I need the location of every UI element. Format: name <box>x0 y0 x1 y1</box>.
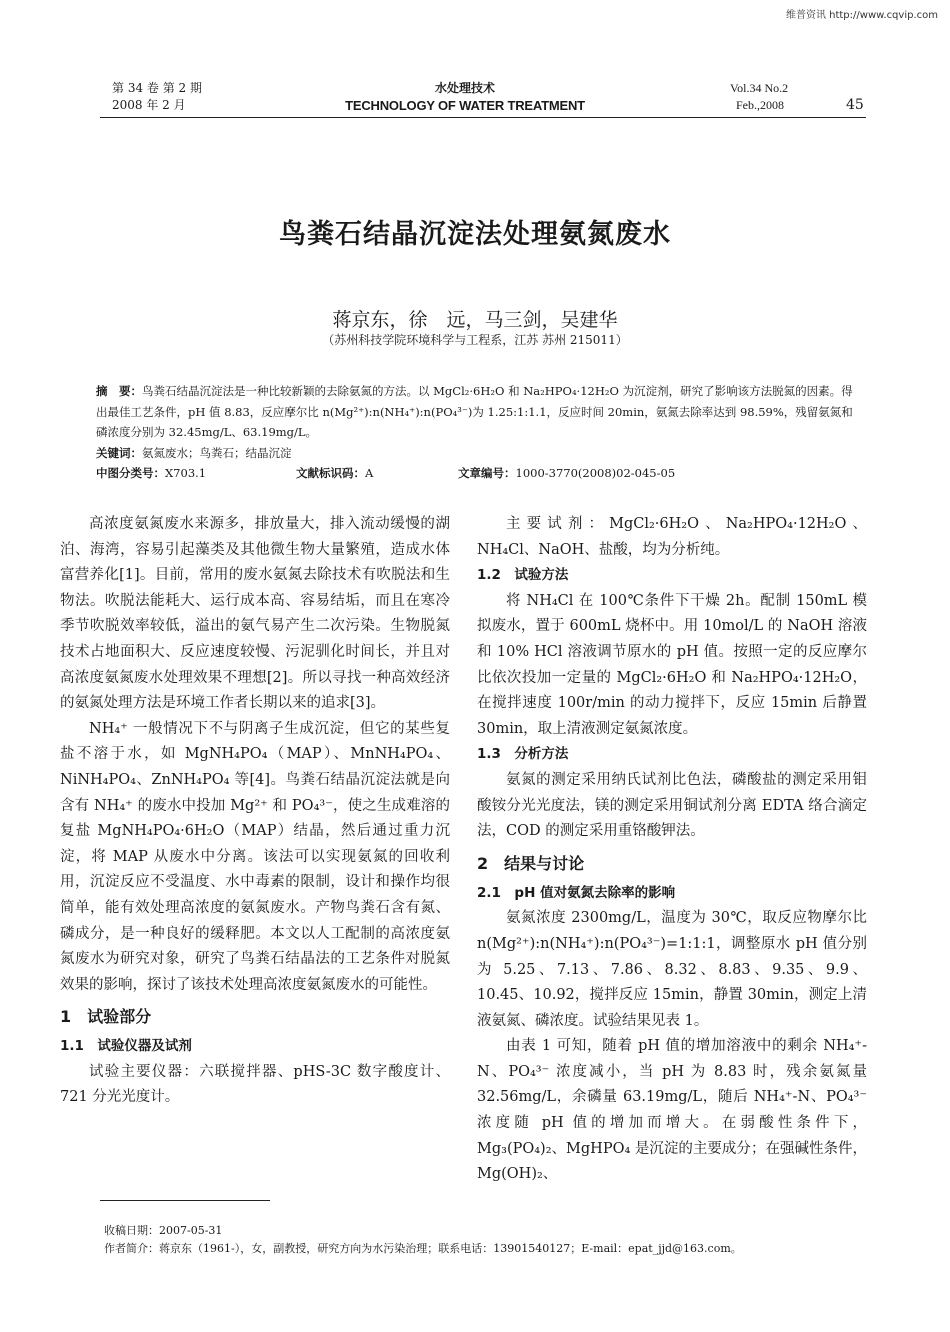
journal-title-cn: 水处理技术 <box>434 81 495 95</box>
section-1-3-heading: 1.3 分析方法 <box>477 746 569 763</box>
footnote-rule <box>100 1200 270 1201</box>
author-bio: 作者简介：蒋京东（1961-），女，副教授，研究方向为水污染治理；联系电话：13901540127；E-mail：epat_jjd@163.com。 <box>104 1242 742 1255</box>
keywords <box>96 443 856 464</box>
abstract-text: 鸟粪石结晶沉淀法是一种比较新颖的去除氨氮的方法。以 MgCl₂·6H₂O 和 Na₂HPO₄·12H₂O 为沉淀剂，研究了影响该方法脱氮的因素。得出最佳工艺条件，pH 值 8.83，反应摩尔比 n(Mg²⁺):n(NH₄⁺):n(PO₄³⁻)为 1.25:1:1.1，反应时间 20min，氨氮去除率达到 98.59%，残留氨氮和磷浓度分别为 32.45mg/L、63.19mg/L。 <box>96 384 853 439</box>
section-1-1-heading: 1.1 试验仪器及试剂 <box>60 1038 192 1055</box>
ph-results-paragraph: 由表 1 可知，随着 pH 值的增加溶液中的剩余 NH₄⁺-N、PO₄³⁻ 浓度减小，当 pH 为 8.83 时，残余氨氮量 32.56mg/L，余磷量 63.19mg/L，随后 NH₄⁺-N、PO₄³⁻ 浓度随 pH 值的增加而增大。在弱酸性条件下，Mg₃(PO₄)₂、MgHPO₄ 是沉淀的主要成分；在强碱性条件，Mg(OH)₂、 <box>477 1038 867 1183</box>
article-value: 1000-3770(2008)02-045-05 <box>515 466 676 480</box>
clc-label: 中图分类号： <box>96 466 165 480</box>
intro-paragraph-1: 高浓度氨氮废水来源多，排放量大，排入流动缓慢的湖泊、海湾，容易引起藻类及其他微生物大量繁殖，造成水体富营养化[1]。目前，常用的废水氨氮去除技术有吹脱法和生物法。吹脱法能耗大、运行成本高、容易结垢，而且在寒冷季节吹脱效率较低，溢出的氨气易产生二次污染。生物脱氮技术占地面积大、反应速度较慢、污泥驯化时间长，并且对高浓度氨氮废水处理效果不理想[2]。所以寻找一种高效经济的氨氮处理方法是环境工作者长期以来的追求[3]。 <box>60 516 450 712</box>
section-2-1-heading: 2.1 pH 值对氨氮去除率的影响 <box>477 884 676 901</box>
abstract-label: 摘 要： <box>96 384 142 398</box>
section-1-heading: 1 试验部分 <box>60 1007 152 1027</box>
keywords-label: 关键词： <box>96 445 142 460</box>
header-journal <box>300 80 630 114</box>
header-rule <box>100 117 866 118</box>
watermark: 维普资讯 http://www.cqvip.com <box>785 10 938 21</box>
paper-title: 鸟粪石结晶沉淀法处理氨氮废水 <box>279 219 671 250</box>
instruments-paragraph: 试验主要仪器：六联搅拌器、pHS-3C 数字酸度计、721 分光光度计。 <box>60 1063 450 1106</box>
intro-paragraph-2: NH₄⁺ 一般情况下不与阴离子生成沉淀，但它的某些复盐不溶于水，如 MgNH₄PO₄（MAP）、MnNH₄PO₄、NiNH₄PO₄、ZnNH₄PO₄ 等[4]。鸟粪石结晶沉淀法就是向含有 NH₄⁺ 的废水中投加 Mg²⁺ 和 PO₄³⁻，使之生成难溶的复盐 MgNH₄PO₄·6H₂O（MAP）结晶，然后通过重力沉淀，将 MAP 从废水中分离。该法可以实现氨氮的回收利用，沉淀反应不受温度、水中毒素的限制，设计和操作均很简单，能有效处理高浓度的氨氮废水。产物鸟粪石含有氮、磷成分，是一种良好的缓释肥。本文以人工配制的高浓度氨氮废水为研究对象，研究了鸟粪石结晶法的工艺条件对脱氮效果的影响，探讨了该技术处理高浓度氨氮废水的可能性。 <box>60 720 450 993</box>
received-date: 收稿日期：2007-05-31 <box>104 1224 223 1237</box>
header-volume-en: Vol.34 No.2 <box>730 81 789 95</box>
reagents-paragraph: 主要试剂：MgCl₂·6H₂O、Na₂HPO₄·12H₂O、NH₄Cl、NaOH、盐酸，均为分析纯。 <box>477 516 867 558</box>
classification-row <box>96 463 856 484</box>
affiliation: （苏州科技学院环境科学与工程系，江苏 苏州 215011） <box>322 333 628 347</box>
clc-code <box>96 463 206 484</box>
section-1-2-heading: 1.2 试验方法 <box>477 567 569 584</box>
clc-value: X703.1 <box>165 466 207 480</box>
right-column <box>477 512 867 1188</box>
doc-label: 文献标识码： <box>296 466 365 480</box>
article-label: 文章编号： <box>458 466 516 480</box>
abstract <box>96 381 856 443</box>
section-2-heading: 2 结果与讨论 <box>477 853 585 873</box>
analysis-paragraph: 氨氮的测定采用纳氏试剂比色法，磷酸盐的测定采用钼酸铵分光光度法，镁的测定采用铜试剂分离 EDTA 络合滴定法，COD 的测定采用重铬酸钾法。 <box>477 771 867 840</box>
doc-value: A <box>365 466 374 480</box>
keywords-text: 氨氮废水；鸟粪石；结晶沉淀 <box>142 445 292 460</box>
article-number <box>458 463 675 484</box>
ph-experiment-paragraph: 氨氮浓度 2300mg/L，温度为 30℃，取反应物摩尔比 n(Mg²⁺):n(NH₄⁺):n(PO₄³⁻)=1:1:1，调整原水 pH 值分别为 5.25、7.13、7.86、8.32、8.83、9.35、9.9、10.45、10.92，搅拌反应 15min，静置 30min，测定上清液氨氮、磷浓度。试验结果见表 1。 <box>477 910 867 1029</box>
header-volume-cn: 第 34 卷 第 2 期 <box>112 81 202 95</box>
authors: 蒋京东，徐 远，马三剑，吴建华 <box>332 309 618 331</box>
header-date-en: Feb.,2008 <box>736 98 784 112</box>
doc-code <box>296 463 373 484</box>
journal-title-en: TECHNOLOGY OF WATER TREATMENT <box>345 98 585 113</box>
method-paragraph: 将 NH₄Cl 在 100℃条件下干燥 2h。配制 150mL 模拟废水，置于 600mL 烧杯中。用 10mol/L 的 NaOH 溶液和 10% HCl 溶液调节原水的 pH 值。按照一定的反应摩尔比依次投加一定量的 MgCl₂·6H₂O 和 Na₂HPO₄·12H₂O，在搅拌速度 100r/min 的动力搅拌下，反应 15min 后静置 30min，取上清液测定氨氮浓度。 <box>477 592 867 737</box>
abstract-block <box>96 381 856 484</box>
page-number: 45 <box>846 97 864 113</box>
header-date-cn: 2008 年 2 月 <box>112 98 186 112</box>
left-column <box>60 512 450 1111</box>
